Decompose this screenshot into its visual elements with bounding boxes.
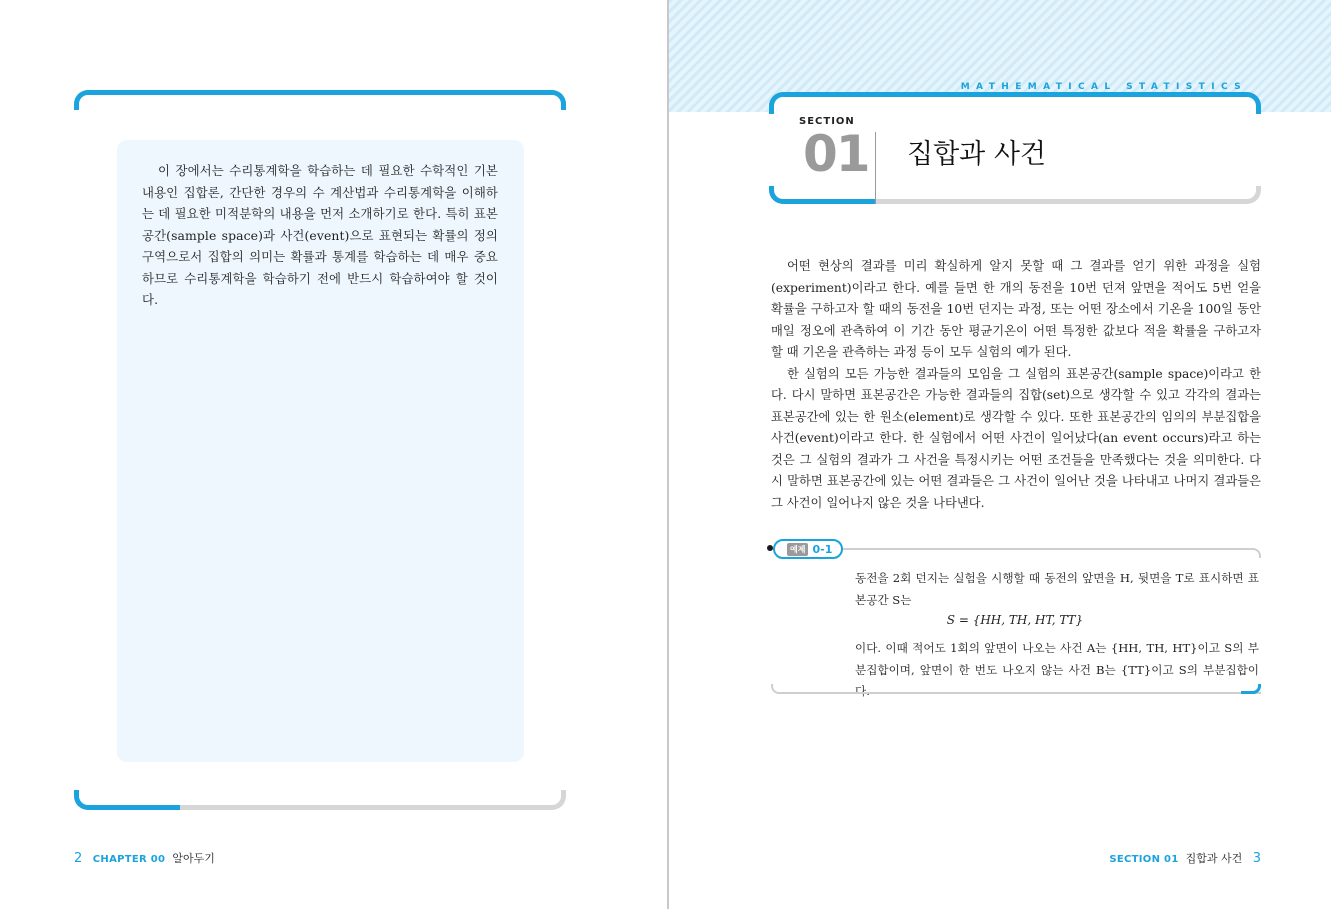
page-number: 2 [74, 851, 83, 866]
intro-text: 이 장에서는 수리통계학을 학습하는 데 필요한 수학적인 기본 내용인 집합론, 간단한 경우의 수 계산법과 수리통계학을 이해하는 데 필요한 미적분학의 내용을 먼저 소개하기로 한다. 특히 표본공간(sample space)과 사건(event)으로 표현되는 확률의 정의구역으로서 집합의 의미는 확률과 통계를 학습하는 데 매우 중요하므로 수리통계학을 학습하기 전에 반드시 학습하여야 할 것이다. [142, 163, 498, 307]
example-text-2: 이다. 이때 적어도 1회의 앞면이 나오는 사건 A는 {HH, TH, HT}이고 S의 부분집합이며, 앞면이 한 번도 나오지 않는 사건 B는 {TT}이고 S의 부분집합이다. [855, 641, 1259, 698]
running-header: MATHEMATICAL STATISTICS [960, 82, 1247, 92]
section-label: SECTION [799, 116, 855, 127]
right-page [669, 0, 1331, 909]
section-body [771, 256, 1261, 514]
section-number: 01 [803, 125, 869, 183]
section-heading [769, 92, 1261, 208]
section-footer-title: 집합과 사건 [1185, 852, 1243, 865]
section-frame-top [769, 92, 1261, 114]
left-footer [74, 850, 215, 866]
section-footer-label: SECTION 01 [1109, 854, 1179, 865]
example-frame-bottom [771, 684, 1261, 694]
paragraph: 어떤 현상의 결과를 미리 확실하게 알지 못할 때 그 결과를 얻기 위한 과정을 실험(experiment)이라고 한다. 예를 들면 한 개의 동전을 10번 던져 앞면을 적어도 5번 얻을 확률을 구하고자 할 때의 동전을 10번 던지는 과정, 또는 어떤 장소에서 기온을 100일 동안 매일 정오에 관측하여 이 기간 동안 평균기온이 어떤 특정한 값보다 적을 확률을 구하고자 할 때 기온을 관측하는 과정 등이 모두 실험의 예가 된다. [771, 259, 1261, 359]
right-footer [1109, 850, 1261, 866]
example-tag: 예제 [787, 543, 808, 556]
example-text-1: 동전을 2회 던지는 실험을 시행할 때 동전의 앞면을 H, 뒷면을 T로 표시하면 표본공간 S는 [855, 571, 1259, 607]
chapter-label: CHAPTER 00 [92, 854, 166, 865]
example-frame-top [771, 548, 1261, 558]
page-number: 3 [1252, 851, 1261, 866]
intro-frame-top [74, 90, 566, 110]
section-divider [875, 132, 876, 204]
paragraph: 한 실험의 모든 가능한 결과들의 모임을 그 실험의 표본공간(sample space)이라고 한다. 다시 말하면 표본공간은 가능한 결과들의 집합(set)으로 생각할 수 있고 각각의 결과는 표본공간에 있는 한 원소(element)로 생각할 수 있다. 또한 표본공간의 임의의 부분집합을 사건(event)이라고 한다. 한 실험에서 어떤 사건이 일어났다(an event occurs)라고 하는 것은 그 실험의 결과가 그 사건을 특정시키는 어떤 조건들을 만족했다는 것을 의미한다. 다시 말하면 표본공간에 있는 어떤 결과들은 그 사건이 일어난 것을 나타내고 나머지 결과들은 그 사건이 일어나지 않은 것을 나타낸다. [771, 366, 1261, 510]
section-title: 집합과 사건 [907, 139, 1046, 170]
example-number: 0-1 [812, 542, 833, 556]
example-badge [773, 539, 843, 559]
section-frame-accent [769, 186, 875, 204]
example-formula: S = {HH, TH, HT, TT} [946, 613, 1084, 627]
intro-frame-accent [74, 790, 180, 810]
chapter-title: 알아두기 [172, 852, 215, 865]
